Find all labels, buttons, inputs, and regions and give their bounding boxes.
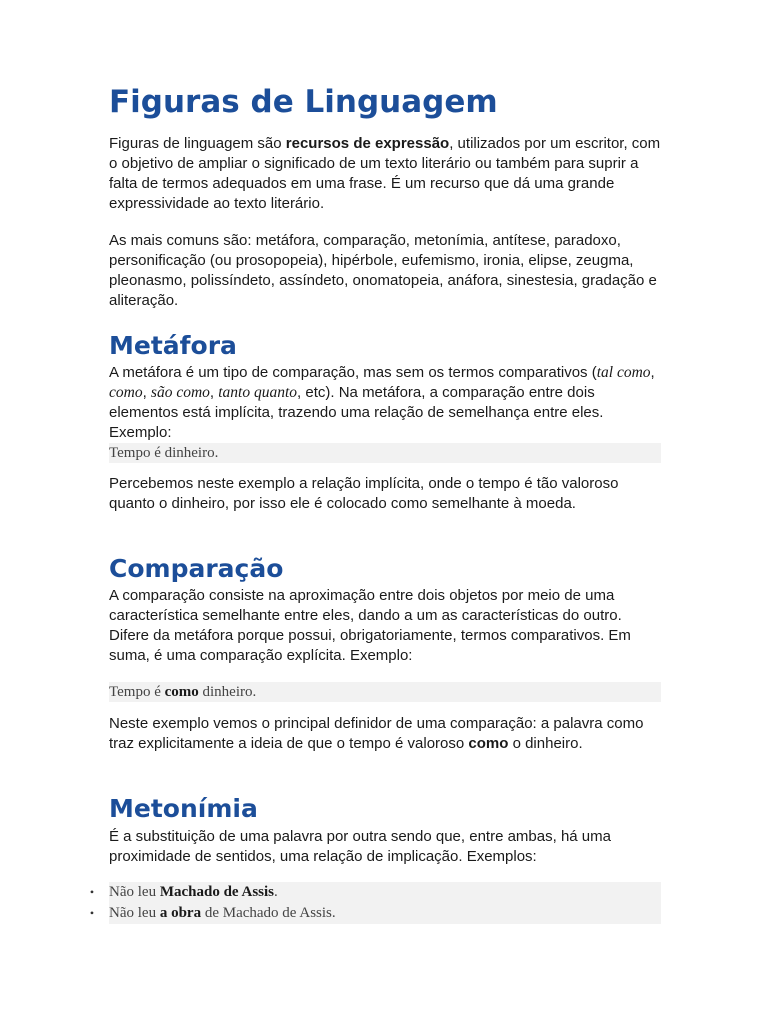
intro-paragraph-2: As mais comuns são: metáfora, comparação, metonímia, antítese, paradoxo, personificação (ou prosopopeia), hipérbole, eufemismo, ironia, elipse, zeugma, pleonasmo, polissíndeto, assíndeto, onomatopeia, anáfora, sinestesia, gradação e aliteração.	[109, 232, 657, 309]
heading-metonimia: Metonímia	[109, 794, 258, 823]
metafora-text-a: A metáfora é um tipo de comparação, mas sem os termos comparativos (	[109, 364, 597, 381]
metafora-text-b: , etc). Na metáfora, a comparação entre dois elementos está implícita, trazendo uma relação de semelhança entre eles. Exemplo:	[109, 384, 604, 441]
comparative-term: tanto quanto	[218, 384, 298, 401]
example-bold: Machado de Assis	[159, 884, 275, 900]
intro-text-c: , utilizados por um escritor, com o objetivo de ampliar o significado de um texto literário ou também para suprir a falta de termos adequados em uma frase. É um recurso que dá uma grande expressividade ao texto literário.	[109, 135, 661, 212]
intro-paragraph-1	[109, 134, 661, 214]
heading-metafora: Metáfora	[109, 331, 237, 360]
comparative-term: tal como	[596, 364, 651, 381]
comparacao-example	[109, 682, 661, 702]
bullet-icon: •	[89, 906, 95, 920]
metafora-example: Tempo é dinheiro.	[109, 443, 661, 463]
comparacao-text-c: o dinheiro.	[508, 735, 583, 752]
separator: ,	[209, 384, 219, 401]
example-text-c: de Machado de Assis.	[201, 905, 336, 921]
metafora-paragraph-1	[109, 363, 661, 443]
example-text-a: Tempo é	[109, 684, 165, 700]
example-text-c: .	[274, 884, 278, 900]
comparacao-text-a: Neste exemplo vemos o principal definidor de uma comparação: a palavra como traz explicitamente a ideia de que o tempo é valoroso	[109, 715, 644, 752]
comparative-term: como	[109, 384, 143, 401]
page-title: Figuras de Linguagem	[109, 84, 498, 120]
heading-comparacao: Comparação	[109, 554, 284, 583]
list-item	[85, 903, 661, 924]
example-text-a: Não leu	[109, 884, 160, 900]
separator: ,	[650, 364, 655, 381]
bullet-icon: •	[89, 885, 95, 899]
list-item	[85, 882, 661, 903]
example-text-a: Não leu	[109, 905, 160, 921]
separator: ,	[142, 384, 151, 401]
metonimia-paragraph-1: É a substituição de uma palavra por outra sendo que, entre ambas, há uma proximidade de sentidos, uma relação de implicação. Exemplos:	[109, 828, 611, 865]
example-bold: a obra	[159, 905, 202, 921]
example-bold-word: como	[164, 684, 199, 700]
comparacao-bold-word: como	[468, 735, 509, 752]
comparacao-paragraph-2	[109, 714, 661, 754]
list-item-text	[109, 903, 661, 924]
metonimia-examples-list	[85, 882, 661, 924]
metafora-paragraph-2: Percebemos neste exemplo a relação implícita, onde o tempo é tão valoroso quanto o dinheiro, por isso ele é colocado como semelhante à moeda.	[109, 475, 619, 512]
comparative-term: são como	[150, 384, 210, 401]
list-item-text	[109, 882, 661, 903]
intro-bold-term: recursos de expressão	[285, 135, 450, 152]
example-text-c: dinheiro.	[198, 684, 257, 700]
comparacao-paragraph-1: A comparação consiste na aproximação entre dois objetos por meio de uma característica semelhante entre eles, dando a um as características do outro. Difere da metáfora porque possui, obrigatoriamente, termos comparativos. Em suma, é uma comparação explícita. Exemplo:	[109, 587, 631, 664]
intro-text-a: Figuras de linguagem são	[109, 135, 286, 152]
